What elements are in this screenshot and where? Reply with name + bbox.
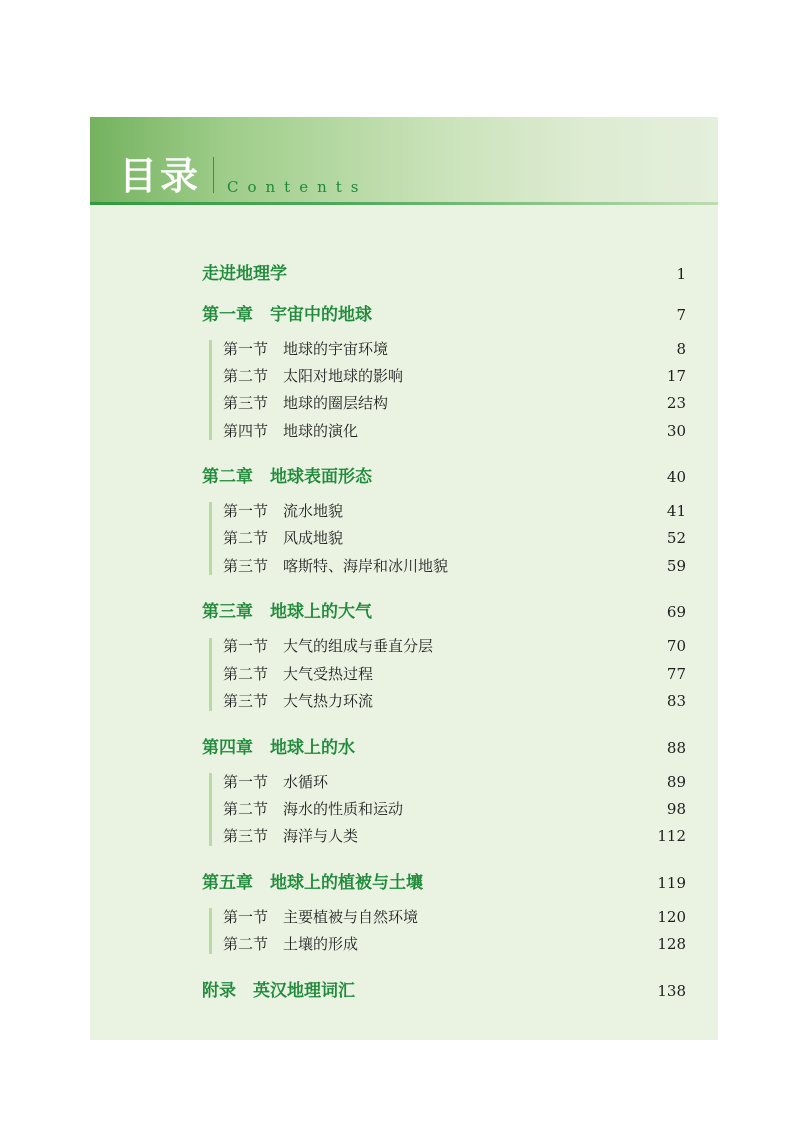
toc-section-page: 17 — [666, 367, 686, 385]
toc-section-page: 41 — [666, 502, 686, 520]
toc-section-page: 59 — [666, 557, 686, 575]
toc-section[interactable] — [223, 825, 686, 847]
section-bar — [209, 502, 212, 575]
toc-section[interactable] — [223, 798, 686, 820]
toc-section-page: 70 — [666, 637, 686, 655]
toc-section-page: 8 — [676, 340, 686, 358]
toc-section-label: 第四节 地球的演化 — [223, 422, 359, 440]
toc-section-label: 第一节 主要植被与自然环境 — [223, 908, 419, 926]
toc-section[interactable] — [223, 527, 686, 549]
toc-section-page: 83 — [666, 692, 686, 710]
toc-chapter-label: 第五章 地球上的植被与土壤 — [202, 873, 423, 893]
contents-panel — [90, 117, 718, 1040]
toc-section-label: 第三节 海洋与人类 — [223, 827, 359, 845]
toc-section-label: 第三节 喀斯特、海岸和冰川地貌 — [223, 557, 449, 575]
toc-chapter-page: 119 — [657, 874, 686, 892]
section-bar — [209, 908, 212, 954]
toc-chapter-page: 69 — [666, 603, 686, 621]
toc-entry-appendix[interactable] — [202, 979, 686, 1003]
toc-chapter-label: 第三章 地球上的大气 — [202, 602, 372, 622]
toc-section[interactable] — [223, 663, 686, 685]
toc-section[interactable] — [223, 690, 686, 712]
toc-section-page: 112 — [657, 827, 686, 845]
toc-section-label: 第一节 流水地貌 — [223, 502, 344, 520]
toc-section[interactable] — [223, 906, 686, 928]
toc-entry-label: 走进地理学 — [202, 264, 287, 284]
section-bar — [209, 340, 212, 440]
toc-section-page: 89 — [666, 773, 686, 791]
toc-chapter-4[interactable] — [202, 736, 686, 760]
toc-chapter-2[interactable] — [202, 465, 686, 489]
page-title: 目录 — [119, 154, 202, 198]
toc-entry-page: 1 — [676, 265, 686, 283]
toc-chapter-label: 第二章 地球表面形态 — [202, 467, 372, 487]
toc-chapter-3[interactable] — [202, 600, 686, 624]
toc-entry-intro[interactable] — [202, 262, 686, 286]
toc-chapter-label: 第一章 宇宙中的地球 — [202, 305, 372, 325]
toc-section-page: 23 — [666, 394, 686, 412]
toc-section[interactable] — [223, 500, 686, 522]
toc-section[interactable] — [223, 933, 686, 955]
toc-section-page: 98 — [666, 800, 686, 818]
section-bar — [209, 773, 212, 846]
section-bar — [209, 638, 212, 711]
toc-section-page: 128 — [657, 935, 686, 953]
toc-entry-label: 附录 英汉地理词汇 — [202, 981, 355, 1001]
toc-section-label: 第一节 水循环 — [223, 773, 329, 791]
toc-section-label: 第二节 太阳对地球的影响 — [223, 367, 404, 385]
toc-chapter-page: 40 — [666, 468, 686, 486]
toc-chapter-page: 7 — [676, 306, 686, 324]
toc-section-page: 120 — [657, 908, 686, 926]
toc-chapter-label: 第四章 地球上的水 — [202, 738, 355, 758]
toc-section-page: 77 — [666, 665, 686, 683]
toc-chapter-1[interactable] — [202, 303, 686, 327]
title-divider — [213, 157, 214, 193]
toc-section[interactable] — [223, 392, 686, 414]
toc-section-page: 52 — [666, 529, 686, 547]
toc-section-page: 30 — [666, 422, 686, 440]
contents-header — [90, 117, 718, 203]
toc-section-label: 第二节 风成地貌 — [223, 529, 344, 547]
toc-section-label: 第二节 大气受热过程 — [223, 665, 374, 683]
toc-section[interactable] — [223, 365, 686, 387]
header-underline — [90, 202, 718, 205]
page-subtitle: Contents — [227, 178, 368, 196]
toc-section-label: 第一节 大气的组成与垂直分层 — [223, 637, 434, 655]
toc-section-label: 第三节 大气热力环流 — [223, 692, 374, 710]
toc-section-label: 第二节 海水的性质和运动 — [223, 800, 404, 818]
toc-chapter-page: 88 — [666, 739, 686, 757]
toc-section-label: 第一节 地球的宇宙环境 — [223, 340, 389, 358]
toc-section-label: 第二节 土壤的形成 — [223, 935, 359, 953]
toc-section[interactable] — [223, 420, 686, 442]
toc-section[interactable] — [223, 338, 686, 360]
toc-section[interactable] — [223, 771, 686, 793]
toc-entry-page: 138 — [657, 982, 686, 1000]
toc-section[interactable] — [223, 635, 686, 657]
toc-chapter-5[interactable] — [202, 871, 686, 895]
toc-section[interactable] — [223, 555, 686, 577]
toc-section-label: 第三节 地球的圈层结构 — [223, 394, 389, 412]
